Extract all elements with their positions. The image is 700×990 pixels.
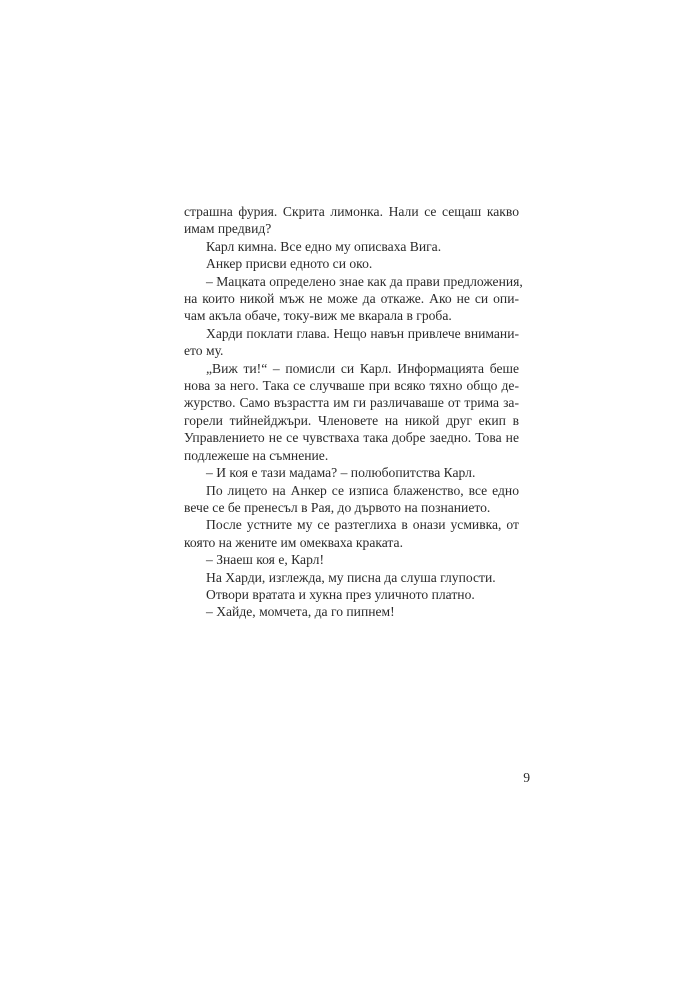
- text-line: – Хайде, момчета, да го пипнем!: [206, 604, 395, 620]
- text-line: нова за него. Така се случваше при всяко тяхно общо де-: [184, 378, 519, 394]
- page-number: 9: [523, 770, 530, 785]
- text-line: Харди поклати глава. Нещо навън привлече внимани-: [206, 325, 519, 341]
- text-line: После устните му се разтеглиха в онази усмивка, от: [206, 517, 519, 533]
- text-line: – И коя е тази мадама? – полюбопитства Карл.: [206, 465, 476, 481]
- text-line: на които никой мъж не може да откаже. Ако не си опи-: [184, 291, 519, 307]
- text-line: – Мацката определено знае как да прави предложения,: [206, 273, 523, 289]
- text-line: подлежеше на съмнение.: [184, 447, 329, 463]
- text-line: На Харди, изглежда, му писна да слуша глупости.: [206, 569, 496, 585]
- text-line: Отвори вратата и хукна през уличното платно.: [206, 586, 475, 602]
- text-line: „Виж ти!“ – помисли си Карл. Информацията беше: [206, 360, 519, 376]
- text-line: горели тийнейджъри. Членовете на никой друг екип в: [184, 412, 519, 428]
- text-line: вече се бе пренесъл в Рая, до дървото на познанието.: [184, 499, 491, 515]
- text-line: Карл кимна. Все едно му описваха Вига.: [206, 238, 442, 254]
- text-line: чам акъла обаче, току-виж ме вкарала в гроба.: [184, 308, 452, 324]
- text-line: По лицето на Анкер се изписа блаженство, все едно: [206, 482, 519, 498]
- text-line: Анкер присви едното си око.: [206, 256, 373, 272]
- text-line: журство. Само възрастта им ги различаваше от трима за-: [184, 395, 519, 411]
- text-line: страшна фурия. Скрита лимонка. Нали се сещаш какво: [184, 204, 519, 219]
- body-text: [184, 203, 523, 621]
- text-line: ето му.: [184, 343, 224, 359]
- text-line: имам предвид?: [184, 221, 272, 237]
- text-line: Управлението не се чувстваха така добре заедно. Това не: [184, 430, 519, 446]
- text-line: която на жените им омекваха краката.: [184, 534, 403, 550]
- text-line: – Знаеш коя е, Карл!: [206, 552, 324, 568]
